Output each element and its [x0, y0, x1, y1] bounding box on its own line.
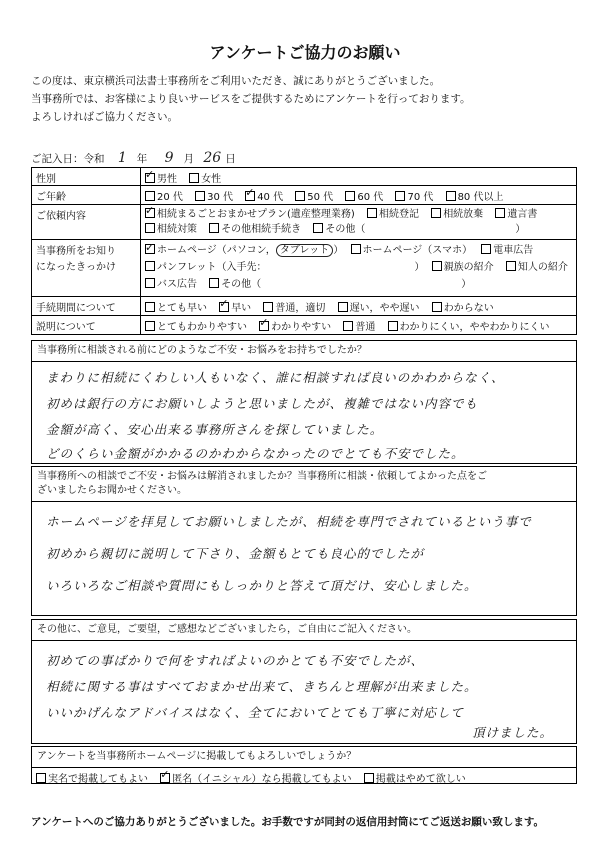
checkbox-icon[interactable]	[343, 321, 353, 331]
option-label: その他（	[221, 279, 262, 290]
checkbox-icon[interactable]	[36, 773, 46, 783]
checkbox-icon[interactable]	[145, 278, 155, 288]
request-line	[145, 207, 572, 222]
checkbox-icon[interactable]	[195, 191, 205, 201]
checkbox-icon[interactable]	[145, 173, 155, 183]
checkbox-icon[interactable]	[263, 302, 273, 312]
source-line	[145, 242, 572, 259]
entry-date	[31, 150, 236, 166]
date-day: 26	[203, 150, 222, 166]
option-label: 知人の紹介	[517, 262, 568, 273]
source-label-line: 当事務所をお知り	[36, 246, 116, 257]
checkbox-icon[interactable]	[388, 321, 398, 331]
option-label: 相続放棄	[443, 209, 484, 220]
source-options	[141, 240, 576, 296]
request-option[interactable]	[431, 207, 483, 222]
answer-line: 相続に関する事はすべておまかせ出来て、きちんと理解が出来ました。	[46, 679, 478, 694]
checkbox-icon[interactable]	[145, 208, 155, 218]
explanation-option[interactable]	[388, 318, 550, 333]
date-month-unit: 月	[183, 153, 195, 165]
option-label: 掲載はやめて欲しい	[375, 774, 466, 785]
source-row	[32, 240, 576, 297]
checkbox-icon[interactable]	[481, 244, 491, 254]
checkbox-icon[interactable]	[446, 191, 456, 201]
checkbox-icon[interactable]	[495, 208, 505, 218]
source-option[interactable]	[351, 242, 473, 259]
age-option[interactable]	[395, 188, 433, 203]
option-label: 電車広告	[493, 245, 534, 256]
gender-option[interactable]	[145, 170, 177, 185]
answer-line: ホームページを拝見してお願いしましたが、相続を専門でされているという事で	[46, 514, 532, 529]
source-option[interactable]	[145, 276, 197, 293]
intro-line: よろしければご協力ください。	[31, 111, 178, 123]
option-label: 60 代	[357, 192, 384, 203]
option-label: わかりやすい	[271, 322, 332, 333]
request-option[interactable]	[495, 207, 537, 222]
option-label: わかりにくい，ややわかりにくい	[399, 322, 550, 333]
checkbox-icon[interactable]	[145, 191, 155, 201]
answer-line: どのくらい金額がかかるのかわからなかったのでとても不安でした。	[46, 446, 465, 461]
answer-line: いいかげんなアドバイスはなく、全てにおいてとても丁寧に対応して	[46, 705, 464, 720]
option-label: 普通	[355, 322, 376, 333]
duration-option[interactable]	[219, 299, 251, 314]
question-worries	[31, 340, 577, 464]
checkbox-icon[interactable]	[295, 191, 305, 201]
explanation-row	[32, 316, 576, 334]
question-resolved	[31, 466, 577, 616]
source-option[interactable]	[432, 259, 494, 276]
question-comments	[31, 619, 577, 744]
checkbox-icon[interactable]	[209, 223, 219, 233]
intro-text	[31, 72, 471, 126]
checkbox-icon[interactable]	[506, 261, 516, 271]
option-label: 遺言書	[507, 209, 538, 220]
duration-option[interactable]	[263, 299, 325, 314]
question-line: ざいましたらお聞かせください。	[37, 485, 187, 496]
answer-line: 初めは銀行の方にお願いしようと思いましたが、複雑ではない内容でも	[46, 396, 479, 411]
survey-form	[31, 167, 577, 335]
question-publish	[31, 746, 577, 784]
source-line	[145, 276, 572, 293]
answer-line: いろいろなご相談や質問にもしっかりと答えて頂だけ、安心しました。	[46, 578, 478, 593]
checkbox-icon[interactable]	[245, 191, 255, 201]
question-text: その他に、ご意見，ご要望，ご感想などございましたら，ご自由にご記入ください。	[32, 620, 576, 641]
source-line	[145, 259, 572, 276]
option-label: 実名で掲載してもよい	[48, 774, 148, 785]
checkbox-icon[interactable]	[367, 208, 377, 218]
explanation-options	[141, 316, 576, 334]
age-row	[32, 186, 576, 205]
date-month: 9	[164, 150, 174, 166]
option-label: 70 代	[407, 192, 434, 203]
duration-label: 手続期間について	[32, 297, 141, 315]
paren-close: ）	[461, 279, 472, 290]
option-label: 匿名（イニシャル）なら掲載してもよい	[172, 774, 352, 785]
checkbox-icon[interactable]	[145, 244, 155, 254]
publish-options	[32, 768, 576, 787]
answer-line: 初めから親切に説明して下さり、金額もとても良心的でしたが	[46, 546, 425, 561]
circled-answer: タブレット	[276, 244, 334, 257]
question-text: 当事務所に相談される前にどのようなご不安・お悩みをお持ちでしたか？	[32, 341, 576, 362]
request-option[interactable]	[367, 207, 419, 222]
checkbox-icon[interactable]	[145, 223, 155, 233]
checkbox-icon[interactable]	[145, 302, 155, 312]
checkbox-icon[interactable]	[145, 321, 155, 331]
age-label: ご年齢	[32, 186, 141, 204]
date-day-unit: 日	[225, 153, 236, 165]
request-option[interactable]	[145, 207, 355, 222]
intro-line: 当事務所では、お客様により良いサービスをご提供するためにアンケートを行っております。	[31, 93, 471, 105]
source-option[interactable]	[145, 242, 343, 259]
age-option[interactable]	[145, 188, 183, 203]
checkbox-icon[interactable]	[219, 302, 229, 312]
request-option[interactable]	[145, 222, 197, 237]
checkbox-icon[interactable]	[395, 191, 405, 201]
explanation-label: 説明について	[32, 316, 141, 334]
checkbox-icon[interactable]	[160, 773, 170, 783]
duration-option[interactable]	[145, 299, 207, 314]
source-label-line: になったきっかけ	[36, 262, 116, 273]
question-line: 当事務所への相談でご不安・お悩みは解消されましたか？当事務所に相談・依頼してよかった点をご	[37, 471, 487, 482]
answer-line: まわりに相続にくわしい人もいなく、誰に相談すれば良いのかわからなく、	[46, 370, 505, 385]
intro-line: この度は、東京横浜司法書士事務所をご利用いただき、誠にありがとうございました。	[31, 75, 441, 87]
checkbox-icon[interactable]	[338, 302, 348, 312]
age-option[interactable]	[295, 188, 333, 203]
option-label: バス広告	[157, 279, 197, 290]
checkbox-icon[interactable]	[364, 773, 374, 783]
option-label: とてもわかりやすい	[157, 322, 247, 333]
option-label: 40 代	[257, 192, 284, 203]
source-option[interactable]	[145, 259, 267, 276]
option-label: 相続登記	[379, 209, 419, 220]
age-option[interactable]	[195, 188, 233, 203]
option-label: 30 代	[207, 192, 233, 203]
duration-row	[32, 297, 576, 316]
source-option[interactable]	[506, 259, 568, 276]
date-label: ご記入日：令和	[31, 153, 105, 165]
footer-text: アンケートへのご協力ありがとうございました。お手数ですが同封の返信用封筒にてご返送お願い致します。	[31, 816, 545, 828]
option-label: 遅い，やや遅い	[349, 303, 420, 314]
answer-line: 初めての事ばかりで何をすればよいのかとても不安でしたが、	[46, 653, 425, 668]
checkbox-icon[interactable]	[145, 261, 155, 271]
option-label: 普通，適切	[275, 303, 326, 314]
paren-close: ）	[333, 245, 344, 256]
option-label: パンフレット（入手先：	[157, 262, 267, 273]
option-label: ホームページ（スマホ）	[362, 245, 473, 256]
gender-row	[32, 168, 576, 186]
age-option[interactable]	[345, 188, 383, 203]
answer-line: 頂けました。	[472, 725, 554, 740]
explanation-option[interactable]	[259, 318, 331, 333]
age-option[interactable]	[245, 188, 283, 203]
option-label: 相続対策	[157, 224, 197, 235]
checkbox-icon[interactable]	[345, 191, 355, 201]
age-options	[141, 186, 576, 204]
checkbox-icon[interactable]	[189, 173, 199, 183]
gender-options	[141, 168, 576, 185]
paren-close: ）	[414, 262, 425, 273]
gender-option[interactable]	[189, 170, 221, 185]
request-row	[32, 205, 576, 240]
age-option[interactable]	[446, 188, 504, 203]
checkbox-icon[interactable]	[259, 321, 269, 331]
option-label: 相続まるごとおまかせプラン(遺産整理業務)	[157, 209, 355, 220]
option-label: ホームページ（パソコン，	[157, 245, 276, 256]
publish-option[interactable]	[160, 770, 351, 785]
gender-label: 性別	[32, 168, 141, 185]
option-label: 20 代	[157, 192, 183, 203]
request-options	[141, 205, 576, 239]
checkbox-icon[interactable]	[313, 223, 323, 233]
option-label: 親族の紹介	[443, 262, 494, 273]
checkbox-icon[interactable]	[432, 261, 442, 271]
answer-line: 金額が高く、安心出来る事務所さんを探していました。	[46, 422, 384, 437]
option-label: その他相続手続き	[221, 224, 302, 235]
explanation-option[interactable]	[145, 318, 247, 333]
checkbox-icon[interactable]	[432, 302, 442, 312]
checkbox-icon[interactable]	[431, 208, 441, 218]
option-label: 80 代以上	[457, 192, 504, 203]
date-year-unit: 年	[136, 153, 148, 165]
option-label: 早い	[231, 303, 252, 314]
checkbox-icon[interactable]	[351, 244, 361, 254]
duration-options	[141, 297, 576, 315]
publish-option[interactable]	[36, 770, 148, 785]
question-text	[32, 467, 576, 502]
request-line	[145, 222, 572, 237]
option-label: 女性	[201, 174, 222, 185]
option-label: とても早い	[157, 303, 207, 314]
option-label: その他（	[325, 224, 366, 235]
explanation-option[interactable]	[343, 318, 375, 333]
option-label: わからない	[443, 303, 494, 314]
request-label: ご依頼内容	[32, 205, 141, 239]
option-label: 男性	[157, 174, 177, 185]
duration-option[interactable]	[432, 299, 494, 314]
question-text: アンケートを当事務所ホームページに掲載してもよろしいでしょうか？	[32, 747, 576, 768]
duration-option[interactable]	[338, 299, 420, 314]
paren-close: ）	[515, 224, 526, 235]
source-option[interactable]	[481, 242, 533, 259]
option-label: 50 代	[307, 192, 334, 203]
request-option[interactable]	[209, 222, 301, 237]
page-title: アンケートご協力のお願い	[209, 43, 401, 62]
publish-option[interactable]	[364, 770, 466, 785]
request-option[interactable]	[313, 222, 525, 237]
checkbox-icon[interactable]	[209, 278, 219, 288]
source-label	[32, 240, 141, 296]
source-option[interactable]	[209, 276, 261, 293]
date-year: 1	[117, 150, 127, 166]
